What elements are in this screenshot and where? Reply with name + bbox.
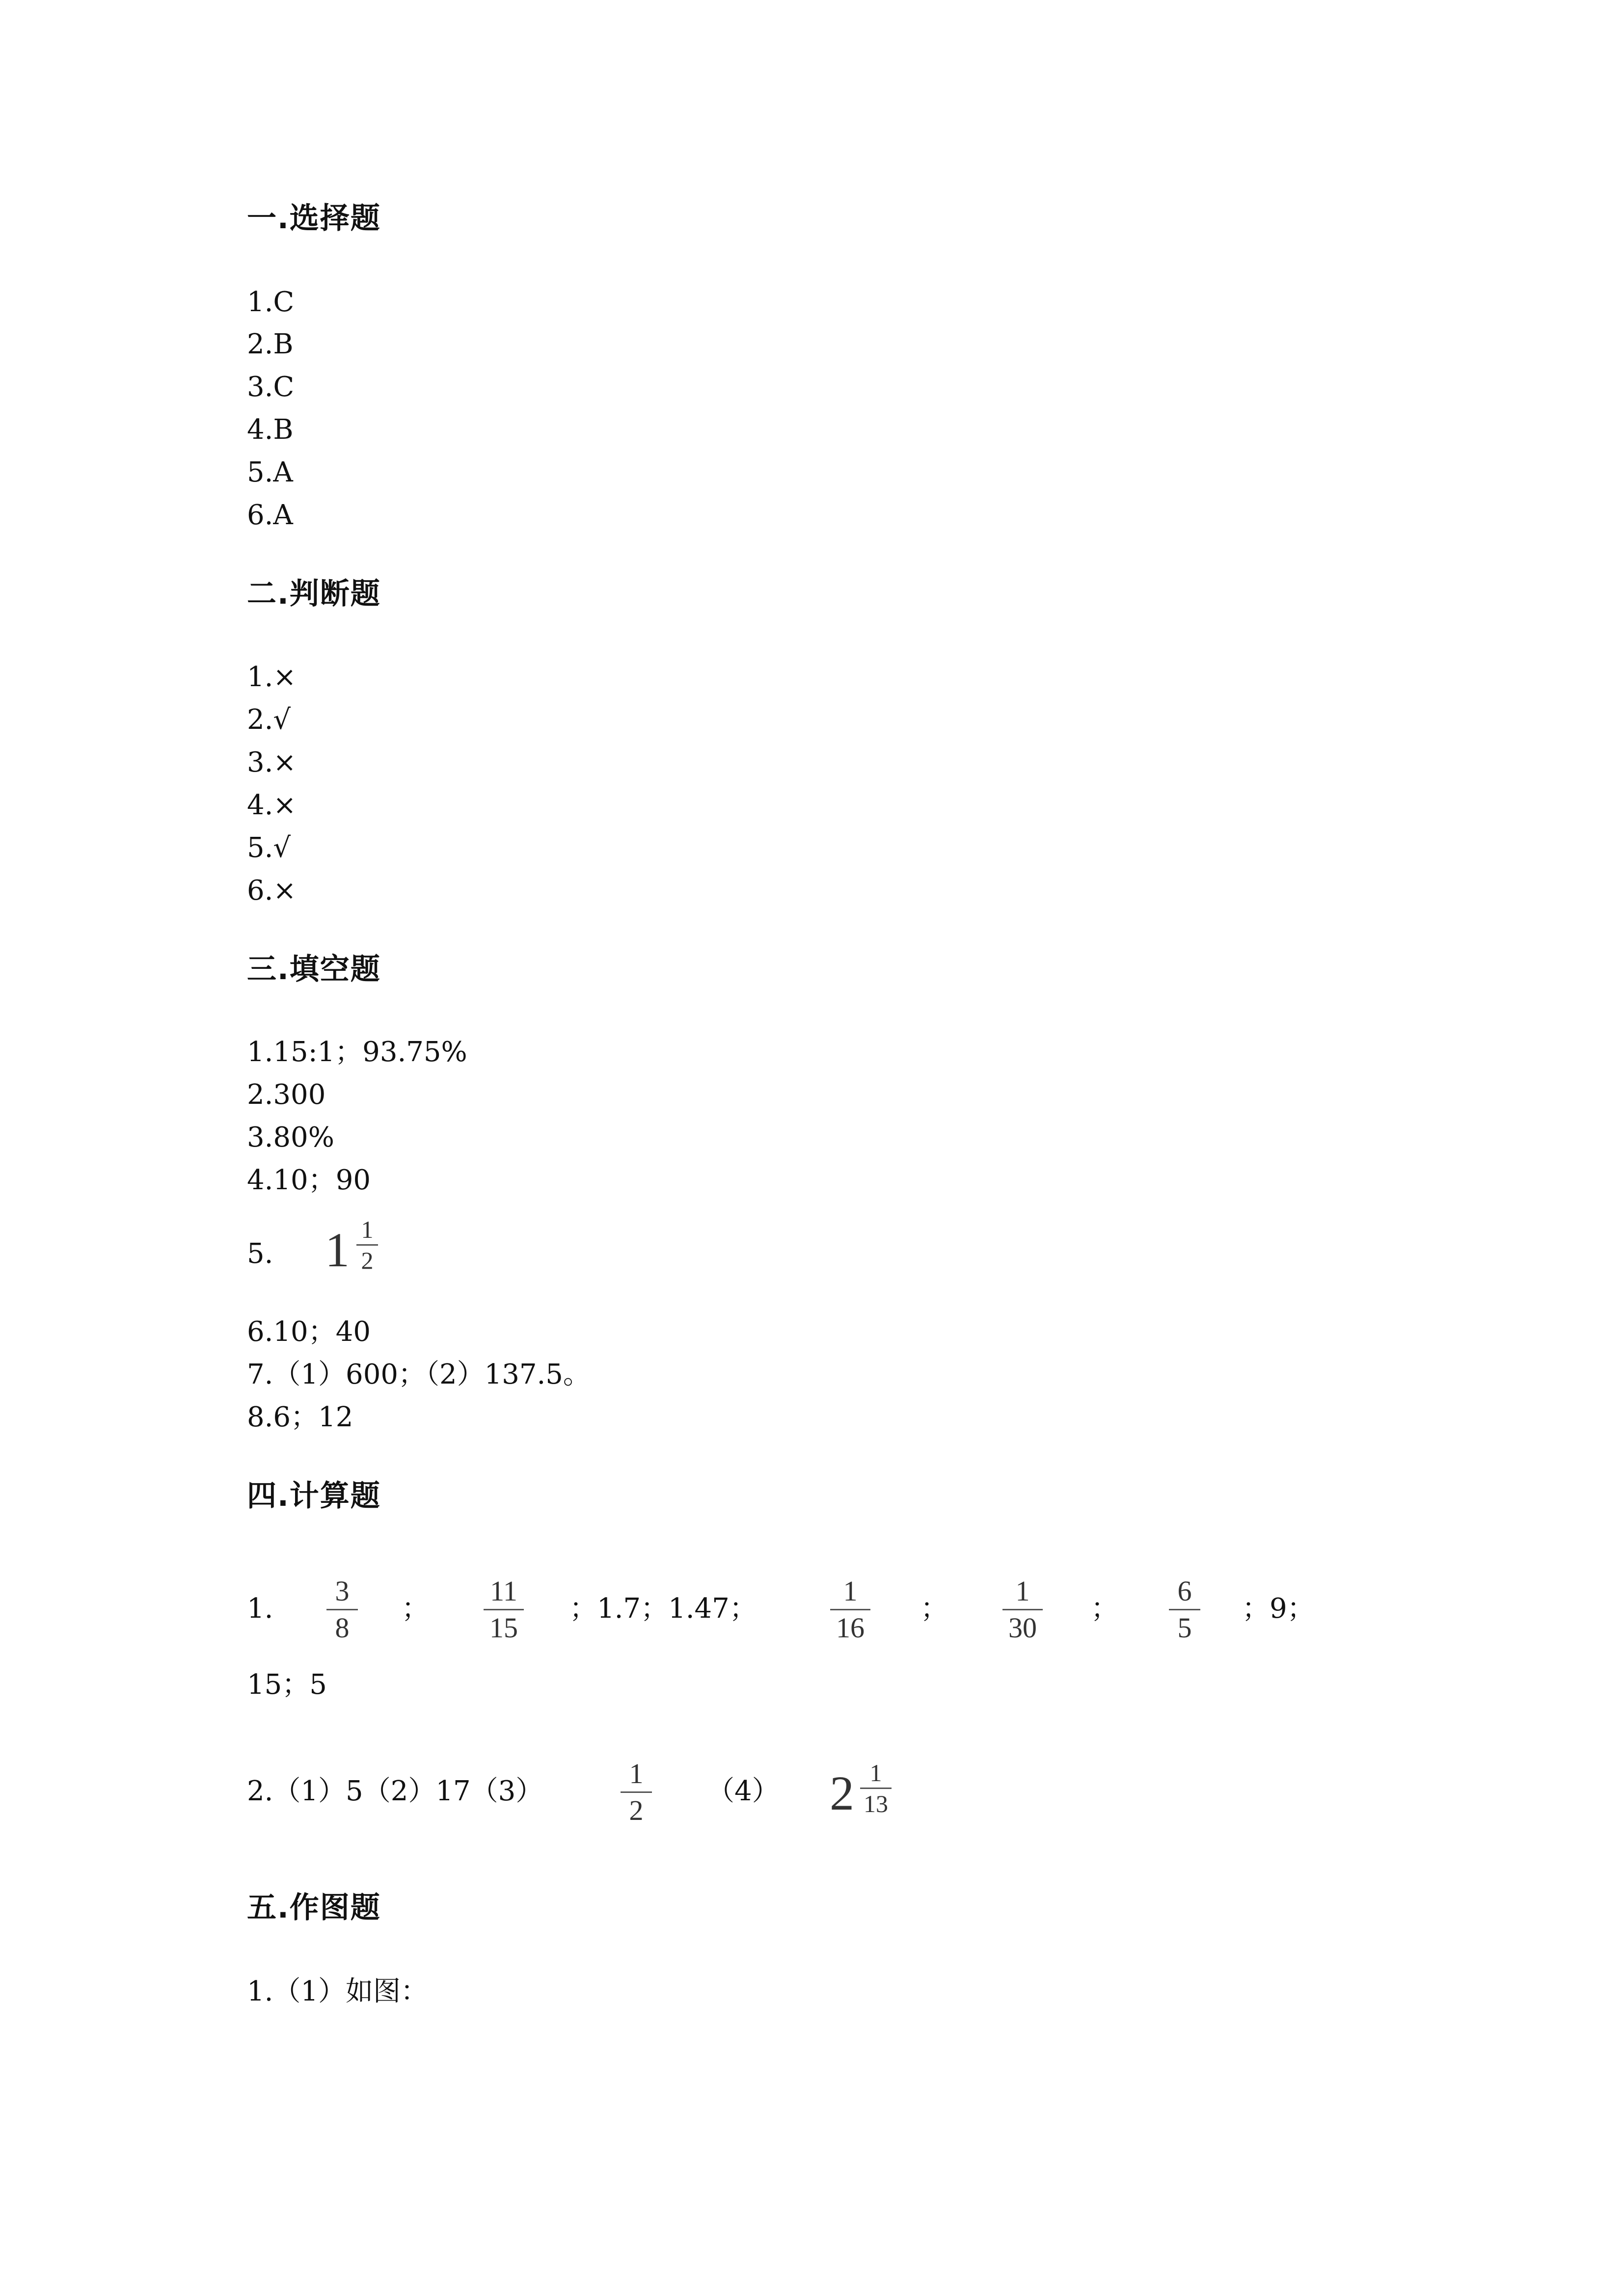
denominator: 16 (836, 1612, 865, 1644)
fraction-bar (1169, 1609, 1200, 1610)
numerator: 11 (490, 1575, 517, 1607)
denominator: 2 (629, 1794, 644, 1826)
calc-q1-fraction-2 (474, 1575, 533, 1644)
denominator: 8 (335, 1612, 350, 1644)
mixed-whole: 2 (830, 1766, 854, 1820)
fraction-bar (830, 1609, 870, 1610)
numerator: 1 (361, 1216, 374, 1243)
numerator: 1 (629, 1758, 644, 1789)
calc-q1-separator-4: ； (1091, 1593, 1118, 1625)
mixed-fraction (344, 1216, 391, 1274)
fraction-bar (621, 1791, 652, 1793)
choice-answer-2: 2.B (247, 328, 294, 360)
judge-answer-1: 1.× (247, 661, 297, 693)
fill-answer-6: 6.10；40 (247, 1316, 371, 1348)
judge-answer-5: 5.√ (247, 832, 291, 864)
calc-q1-fraction-5 (1155, 1575, 1214, 1644)
choice-answer-3: 3.C (247, 371, 295, 403)
fill-answer-7: 7.（1）600；（2）137.5。 (247, 1359, 591, 1390)
numerator: 6 (1177, 1575, 1192, 1607)
denominator: 13 (864, 1790, 888, 1817)
calc-q2-part-4: （4） (707, 1775, 780, 1807)
section-title-draw: 五.作图题 (247, 1891, 381, 1925)
choice-answer-5: 5.A (247, 456, 293, 488)
fill-answer-2: 2.300 (247, 1079, 326, 1111)
section-title-calc: 四.计算题 (247, 1479, 381, 1513)
section-title-choice: 一.选择题 (247, 201, 381, 236)
judge-answer-4: 4.× (247, 789, 297, 821)
fraction-bar (326, 1609, 358, 1610)
mixed-fraction (852, 1760, 899, 1817)
calc-q1-values: ；1.7；1.47； (569, 1593, 757, 1625)
fill-answer-5-label: 5. (247, 1238, 273, 1270)
denominator: 30 (1008, 1612, 1037, 1644)
choice-answer-4: 4.B (247, 414, 294, 446)
numerator: 3 (335, 1575, 350, 1607)
denominator: 2 (361, 1247, 374, 1274)
fill-answer-8: 8.6；12 (247, 1401, 353, 1433)
calc-q1-fraction-3 (821, 1575, 880, 1644)
calc-q1-separator-1: ； (402, 1593, 429, 1625)
judge-answer-2: 2.√ (247, 704, 291, 736)
section-title-judge: 二.判断题 (247, 577, 381, 611)
denominator: 15 (489, 1612, 518, 1644)
mixed-whole: 1 (325, 1223, 350, 1277)
denominator: 5 (1177, 1612, 1192, 1644)
fill-answer-1: 1.15:1；93.75% (247, 1036, 467, 1068)
fraction-bar (860, 1788, 892, 1789)
choice-answer-6: 6.A (247, 499, 293, 531)
numerator: 1 (869, 1759, 882, 1787)
draw-answer-1: 1.（1）如图： (247, 1976, 429, 2007)
calc-q1-fraction-1 (313, 1575, 372, 1644)
calc-q1-line-2: 15；5 (247, 1669, 327, 1701)
fraction-bar (1002, 1609, 1043, 1610)
fill-answer-3: 3.80% (247, 1121, 334, 1153)
calc-q1-tail: ；9； (1242, 1593, 1315, 1625)
numerator: 1 (1015, 1575, 1030, 1607)
section-title-fill: 三.填空题 (247, 952, 381, 987)
calc-q1-label: 1. (247, 1593, 273, 1625)
fraction-bar (356, 1244, 378, 1246)
calc-q2-fraction (607, 1758, 666, 1826)
calc-q2-mixed-number (830, 1760, 913, 1833)
judge-answer-3: 3.× (247, 747, 297, 778)
numerator: 1 (843, 1575, 858, 1607)
judge-answer-6: 6.× (247, 875, 297, 907)
fraction-bar (484, 1609, 524, 1610)
choice-answer-1: 1.C (247, 286, 295, 318)
fill-answer-4: 4.10；90 (247, 1164, 371, 1196)
calc-q1-separator-3: ； (920, 1593, 948, 1625)
fill-answer-5-mixed-number (325, 1216, 394, 1290)
calc-q2-text: 2.（1）5（2）17（3） (247, 1775, 543, 1807)
calc-q1-fraction-4 (993, 1575, 1052, 1644)
